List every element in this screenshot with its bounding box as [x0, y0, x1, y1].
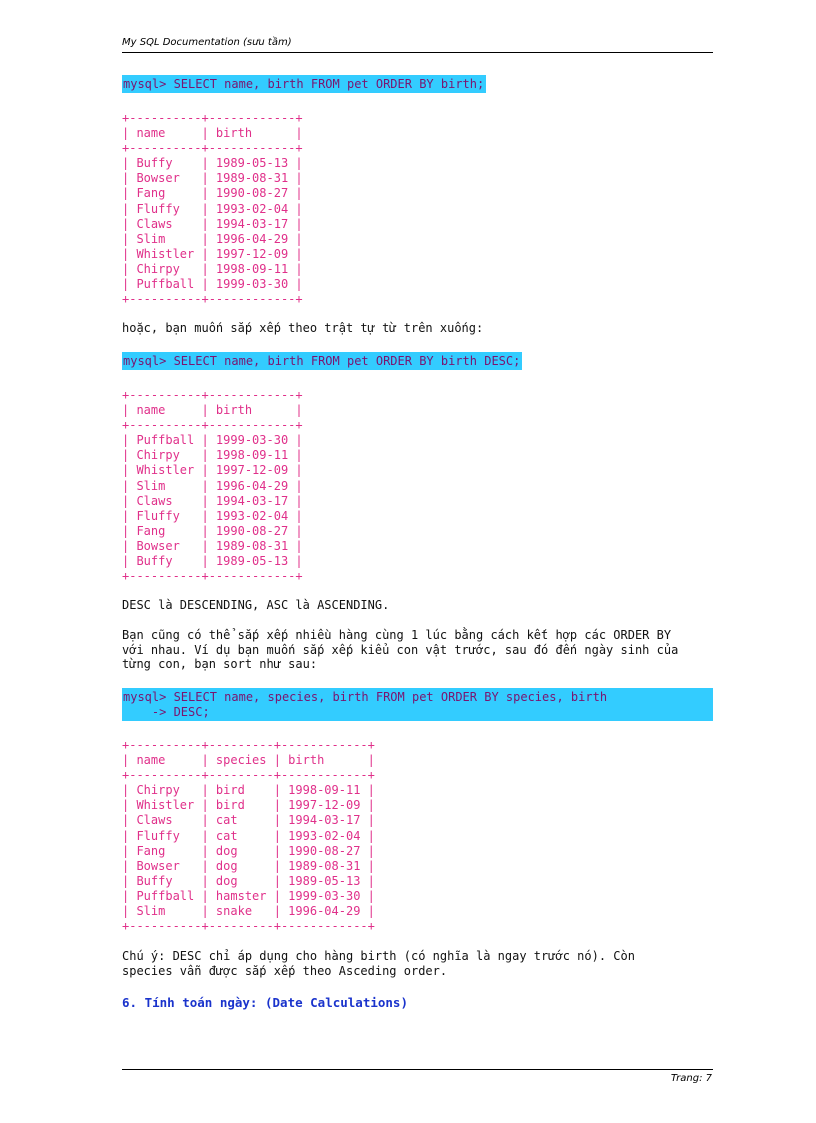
sql-command-order-by-birth-desc: mysql> SELECT name, birth FROM pet ORDER BY birth DESC; — [123, 354, 521, 368]
result-table-descending: +----------+------------+ | name | birth | +----------+------------+ | Puffball | 1999-03-30 | | Chirpy | 1998-09-11 | | Whistler | 1997-12-09 | | Slim | 1996-04-29 | | Claws | 1994-03-17 | | Fluffy | 1993-02-04 | | Fang | 1990-08-27 | | Bowser | 1989-08-31 | | Buffy | 1989-05-13 | +----------+------------+ — [122, 388, 303, 584]
document-header-title: My SQL Documentation (sưu tầm) — [122, 37, 292, 48]
paragraph-desc-asc: DESC là DESCENDING, ASC là ASCENDING. — [122, 598, 390, 612]
header-divider — [122, 52, 713, 53]
result-table-species-birth: +----------+---------+------------+ | name | species | birth | +----------+---------+------------+ | Chirpy | bird | 1998-09-11 | | Whistler | bird | 1997-12-09 | | Claws | cat | 1994-03-17 | | Fluffy | cat | 1993-02-04 | | Fang | dog | 1990-08-27 | | Bowser | dog | 1989-08-31 | | Buffy | dog | 1989-05-13 | | Puffball | hamster | 1999-03-30 | | Slim | snake | 1996-04-29 | +----------+---------+------------+ — [122, 738, 375, 934]
page-number: Trang: 7 — [670, 1073, 712, 1084]
result-table-ascending: +----------+------------+ | name | birth | +----------+------------+ | Buffy | 1989-05-13 | | Bowser | 1989-08-31 | | Fang | 1990-08-27 | | Fluffy | 1993-02-04 | | Claws | 1994-03-17 | | Slim | 1996-04-29 | | Whistler | 1997-12-09 | | Chirpy | 1998-09-11 | | Puffball | 1999-03-30 | +----------+------------+ — [122, 111, 303, 307]
paragraph-multi-column-sort: Bạn cũng có thể sắp xếp nhiều hàng cùng 1 lúc bằng cách kết hợp các ORDER BY với nhau. Ví dụ bạn muốn sắp xếp kiểu con vật trước, sau đó đến ngày sinh của từng con, bạn sort như sau: — [122, 628, 679, 671]
sql-command-order-by-species-birth: mysql> SELECT name, species, birth FROM pet ORDER BY species, birth -> DESC; — [122, 688, 713, 721]
section-heading-date-calculations: 6. Tính toán ngày: (Date Calculations) — [122, 995, 408, 1010]
sql-command-order-by-birth: mysql> SELECT name, birth FROM pet ORDER BY birth; — [123, 77, 485, 91]
footer-divider — [122, 1069, 713, 1070]
paragraph-descending-intro: hoặc, bạn muốn sắp xếp theo trật tự từ trên xuống: — [122, 321, 484, 335]
paragraph-note: Chú ý: DESC chỉ áp dụng cho hàng birth (có nghĩa là ngay trước nó). Còn species vẫn được sắp xếp theo Asceding order. — [122, 949, 635, 978]
